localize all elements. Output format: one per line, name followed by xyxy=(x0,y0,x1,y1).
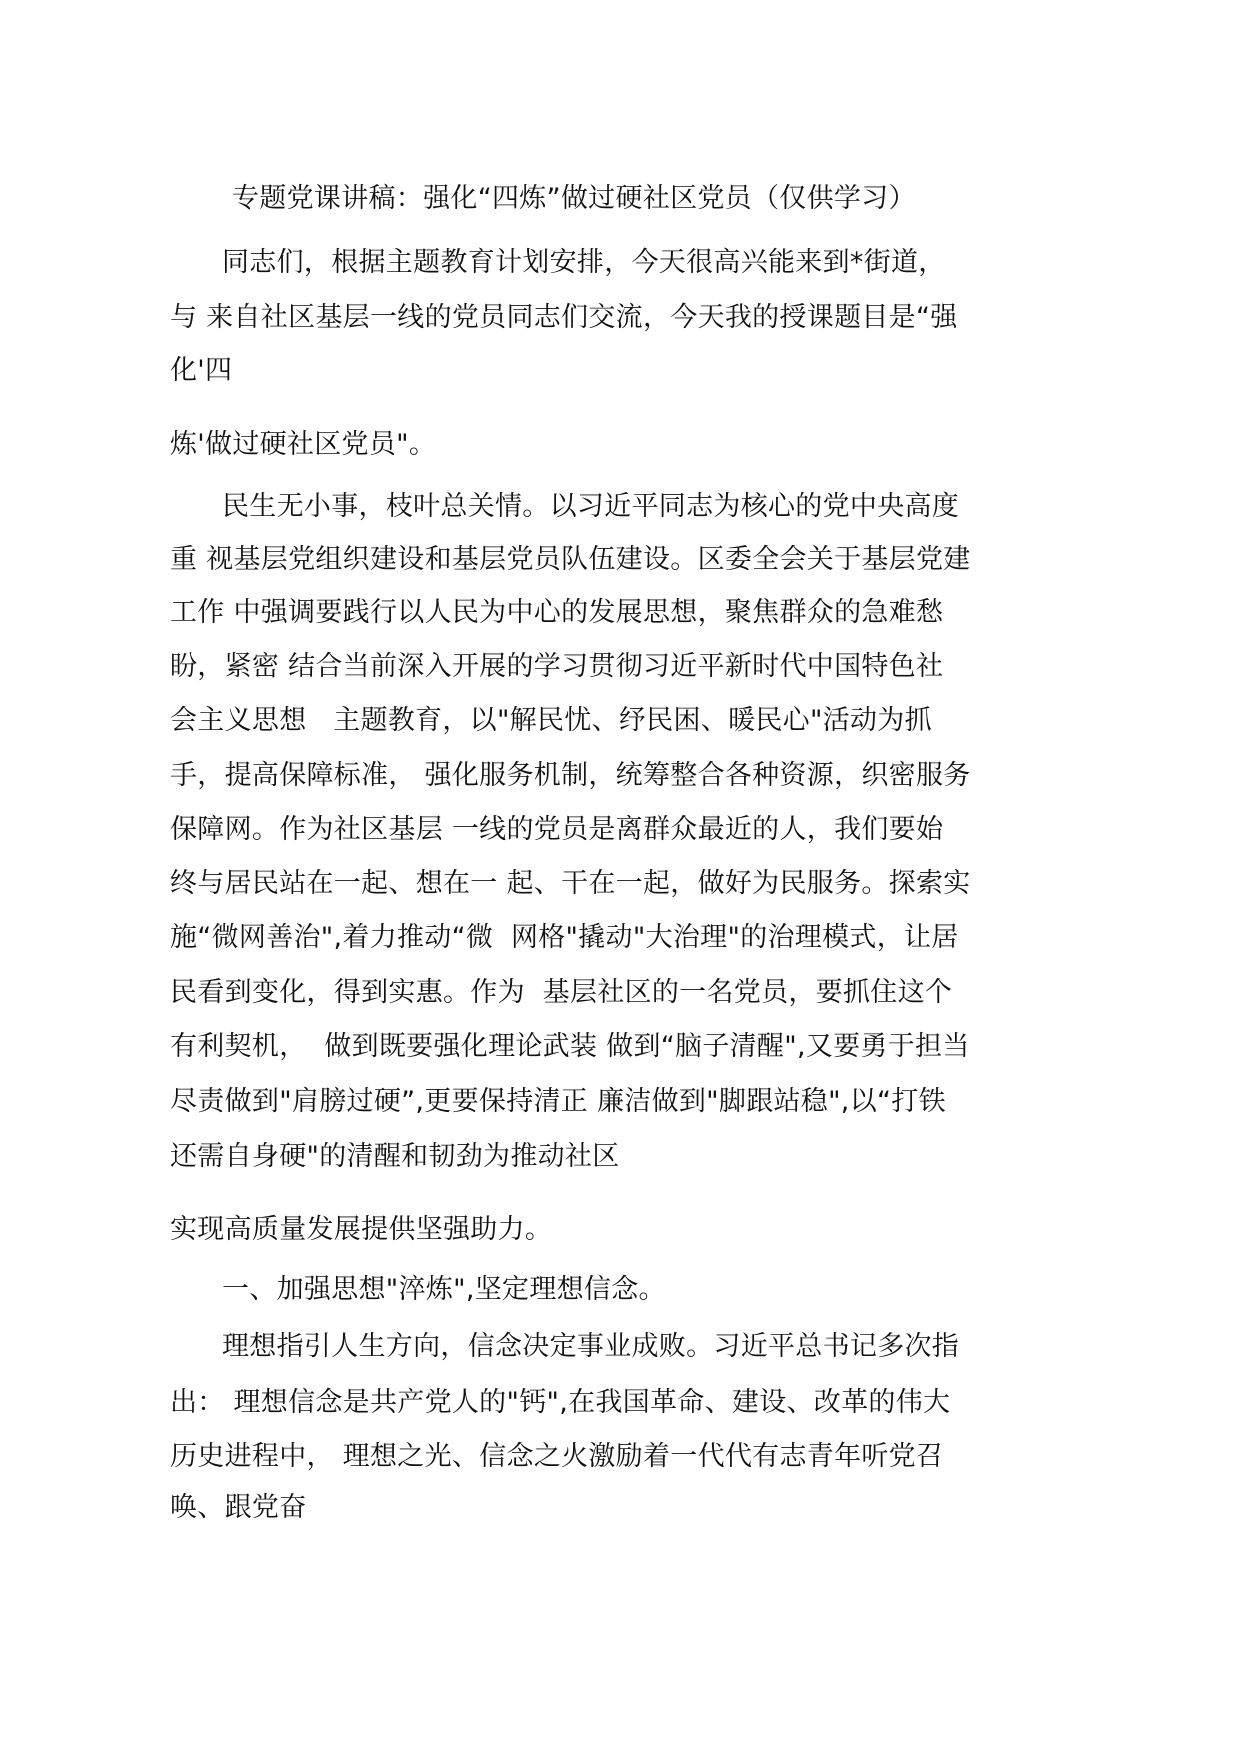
paragraph-line: 工作 中强调要践行以人民为中心的发展思想，聚焦群众的急难愁 xyxy=(170,597,944,628)
paragraph-line: 民生无小事，枝叶总关情。以习近平同志为核心的党中央高度 xyxy=(222,491,960,522)
paragraph-line: 化'四 xyxy=(170,355,233,386)
paragraph-line: 终与居民站在一起、想在一 起、干在一起，做好为民服务。探索实 xyxy=(170,868,971,899)
paragraph-line: 还需自身硬"的清醒和韧劲为推动社区 xyxy=(170,1141,620,1172)
paragraph-line: 炼'做过硬社区党员"。 xyxy=(170,429,437,460)
paragraph-line: 唤、跟党奋 xyxy=(170,1492,307,1523)
paragraph-line: 理想指引人生方向，信念决定事业成败。习近平总书记多次指 xyxy=(222,1331,960,1362)
paragraph-line: 会主义思想 主题教育，以"解民忧、纾民困、暖民心"活动为抓 xyxy=(170,705,932,736)
paragraph-line: 重 视基层党组织建设和基层党员队伍建设。区委全会关于基层党建 xyxy=(170,544,971,575)
paragraph-line: 盼，紧密 结合当前深入开展的学习贯彻习近平新时代中国特色社 xyxy=(170,651,944,682)
paragraph-line: 民看到变化，得到实惠。作为 基层社区的一名党员，要抓住这个 xyxy=(170,977,953,1008)
paragraph-line: 手，提高保障标准， 强化服务机制，统筹整合各种资源，织密服务 xyxy=(170,760,971,791)
paragraph-line: 与 来自社区基层一线的党员同志们交流，今天我的授课题目是“强 xyxy=(170,302,958,333)
paragraph-line: 有利契机， 做到既要强化理论武装 做到“脑子清醒",又要勇于担当 xyxy=(170,1031,970,1062)
paragraph-line: 施“微网善治",着力推动“微 网格"撬动"大治理"的治理模式，让居 xyxy=(170,922,959,953)
section-heading: 一、加强思想"淬炼",坚定理想信念。 xyxy=(222,1274,666,1305)
paragraph-line: 实现高质量发展提供坚强助力。 xyxy=(170,1214,553,1245)
paragraph-line: 同志们，根据主题教育计划安排，今天很高兴能来到*街道， xyxy=(222,247,946,278)
paragraph-line: 历史进程中， 理想之光、信念之火激励着一代代有志青年听党召 xyxy=(170,1441,944,1472)
document-title: 专题党课讲稿：强化“四炼”做过硬社区党员（仅供学习） xyxy=(232,183,916,214)
paragraph-line: 出： 理想信念是共产党人的"钙",在我国革命、建设、改革的伟大 xyxy=(170,1387,951,1418)
paragraph-line: 保障网。作为社区基层 一线的党员是离群众最近的人，我们要始 xyxy=(170,814,944,845)
paragraph-line: 尽责做到"肩膀过硬”,更要保持清正 廉洁做到"脚跟站稳",以“打铁 xyxy=(170,1086,946,1117)
